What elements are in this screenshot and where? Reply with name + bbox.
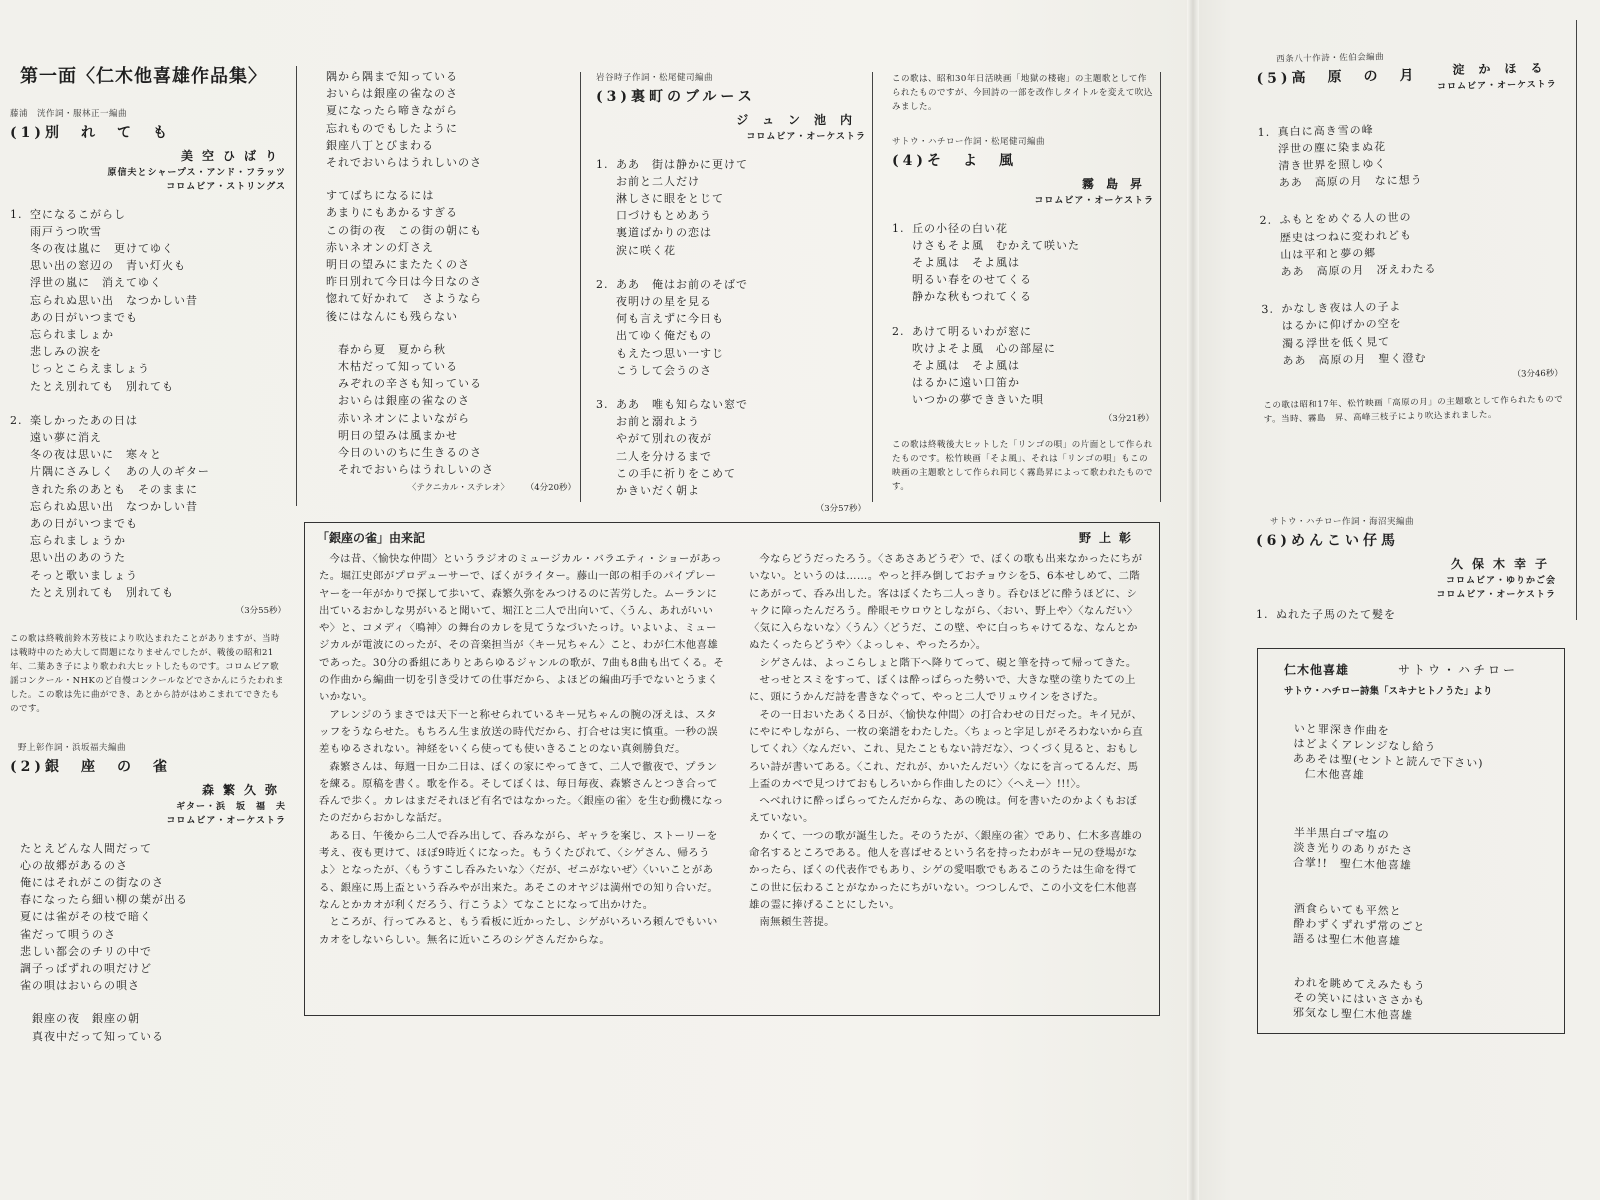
lyric-line: たとえどんな人間だって	[20, 841, 152, 855]
essay-column-2	[749, 551, 1145, 932]
lyric-line	[596, 465, 866, 482]
poem-line: いと罪深き作曲を	[1293, 721, 1390, 738]
song-orchestra: コロムビア・オーケストラ	[1034, 195, 1154, 206]
song-lyrics	[10, 840, 286, 1045]
song-soyokaze	[892, 72, 1154, 494]
lyric-text: 片隅にさみしく あの人のギター	[30, 465, 210, 479]
lyric-line	[10, 309, 286, 326]
lyric-line	[10, 292, 286, 309]
essay-paragraph: へべれけに酔っぱらってたんだからな、あの晩は。何を書いたのかよくもおぼえていない。	[749, 795, 1138, 825]
verse-number: 3.	[1261, 302, 1275, 317]
lyric-line	[596, 276, 866, 293]
lyric-text: 濁る浮世を低く見て	[1281, 334, 1391, 351]
lyric-text: 冬の夜は嵐に 更けてゆく	[30, 242, 174, 256]
verse-block	[326, 341, 576, 479]
column-divider	[1160, 72, 1161, 502]
song-singer: 森繁久弥	[201, 783, 286, 798]
verse-block	[1259, 206, 1560, 281]
song-orchestra: コロムビア・オーケストラ	[746, 131, 866, 142]
lyric-line: 雀の唄はおいらの唄さ	[20, 979, 140, 993]
lyric-line: 調子っぱずれの唄だけど	[20, 962, 152, 976]
lyric-line	[596, 207, 866, 224]
verse-number: 2.	[1259, 214, 1273, 228]
song-duration: （4分20秒）	[525, 483, 576, 494]
song-title: (6)めんこい仔馬	[1256, 533, 1399, 550]
essay-paragraph: 今は昔、〈愉快な仲間〉というラジオのミュージカル・バラエティ・ショーがあった。堀江史郎がプロデューサーで、ぼくがライター。藤山一郎の相手のパイプレーヤーを一年がかりで探して歩いて、森繁久弥をみつけるのに苦労した。ムーランに出ているおかしな男がいると聞いて、堀江と二人で出向いて、〈うん、あれがいいや〉と、コメディ〈鳴神〉の舞台のカレを見てうなづいたっけ。いよいよ、ミュージカルが電波にのったが、その音楽担当が〈キー兄ちゃん〉こと、わが仁木他喜雄であった。30分の番組にありとあらゆるジャンルの歌が、7曲も8曲も出てくる。その作曲から編曲一切を引き受けての仕事だから、よほどの編曲巧手でないとうまくいかない。	[319, 553, 725, 704]
lyric-text: 空になるこがらし	[30, 207, 126, 221]
song-credit: 藤浦 洸作詞・服林正一編曲	[10, 109, 128, 119]
lyric-text: けさもそよ風 むかえて咲いた	[912, 238, 1080, 252]
lyric-line: 昨日別れて今日は今日なのさ	[326, 275, 482, 289]
lyric-text: 丘の小径の白い花	[912, 221, 1008, 235]
lyric-line	[596, 327, 866, 344]
lyric-line: おいらは銀座の雀なのさ	[338, 394, 470, 408]
verse-block	[596, 396, 866, 499]
lyric-line	[596, 448, 866, 465]
lyric-text: 山は平和と夢の郷	[1280, 246, 1377, 262]
song-orchestra: コロムビア・ストリングス	[166, 181, 286, 192]
lyric-text: 忘られましょか	[30, 328, 114, 342]
lyric-line	[892, 323, 1154, 340]
essay-paragraph: せっせとスミをすって、ぼくは酔っぱらった勢いで、大きな壁の塗りたての上に、頭にうかんだ詩を書きなぐって、やっと二人でリュウインをさげた。	[749, 674, 1136, 704]
lyric-text: 裏道ばかりの恋は	[616, 226, 712, 240]
song-title: (2)銀 座 の 雀	[10, 759, 171, 776]
lyric-text: そよ風は そよ風は	[912, 256, 1020, 270]
lyric-text: 真白に高き雪の峰	[1277, 123, 1374, 139]
side-heading: 第一面〈仁木他喜雄作品集〉	[20, 66, 267, 87]
lyric-text: ぬれた子馬のたて髪を	[1276, 607, 1396, 621]
song-orchestra: コロムビア・オーケストラ	[166, 815, 286, 826]
song-orchestra: 原信夫とシャープス・アンド・フラッツ	[107, 167, 286, 178]
lyric-line: 後にはなんにも残らない	[326, 309, 458, 323]
song-lyrics	[1257, 117, 1562, 370]
lyric-text: はるかに遠い口笛か	[912, 376, 1020, 390]
lyric-line: 今日のいのちに生きるのさ	[338, 446, 482, 460]
lyric-line	[596, 362, 866, 379]
lyric-text: 冬の夜は思いに 寒々と	[30, 448, 162, 462]
verse-block	[20, 1010, 286, 1044]
song-singer: 美空ひばり	[180, 149, 286, 164]
essay-paragraph: 南無頼生菩提。	[759, 916, 835, 929]
poem-line: 酒食らいても平然と	[1293, 901, 1402, 918]
column-divider	[1576, 20, 1577, 620]
column-divider	[580, 72, 581, 502]
lyric-text: 口づけもとめあう	[616, 209, 712, 223]
poem-line: はどよくアレンジなし給う	[1293, 736, 1437, 754]
lyric-line: 銀座の夜 銀座の朝	[32, 1012, 140, 1026]
song-note: この歌は昭和17年、松竹映画「高原の月」の主題歌として作られたものです。当時、霧島 昇、高峰三枝子により吹込まれました。	[1263, 394, 1564, 426]
verse-block	[596, 276, 866, 379]
verse-block	[326, 68, 576, 171]
lyric-line	[596, 293, 866, 310]
song-title: (4)そ よ 風	[892, 153, 1017, 170]
lyric-line	[596, 310, 866, 327]
song-duration: （3分46秒）	[1512, 368, 1563, 380]
lyric-line: おいらは銀座の雀なのさ	[326, 87, 458, 101]
lyric-text: 出てゆく俺だもの	[616, 329, 712, 343]
stereo-label: 〈テクニカル・ステレオ〉	[407, 483, 510, 494]
verse-block	[1256, 606, 1556, 623]
lyric-line: 雀だって唄うのさ	[20, 927, 116, 941]
lyric-line	[10, 446, 286, 463]
lyric-text: 二人を分けるまで	[616, 449, 712, 463]
lyric-text: ああ 高原の月 なに想う	[1278, 173, 1423, 190]
lyric-text: 何も言えずに今日も	[616, 312, 724, 326]
lyric-line: あまりにもあかるすぎる	[326, 206, 458, 220]
song-duration-row	[326, 480, 576, 497]
lyric-line	[892, 357, 1154, 374]
essay-paragraph: ところが、行ってみると、もう看板に近かったし、シゲがいろいろ頼んでもいいカオをしないらしい。無名に近いころのシゲさんだからな。	[319, 916, 718, 946]
lyric-line	[892, 271, 1154, 288]
lyric-text: 雨戸うつ吹雪	[30, 224, 102, 238]
essay-paragraph: かくて、一つの歌が誕生した。そのうたが、〈銀座の雀〉であり、仁木多喜雄の命名するところである。他人を喜ばせるという名を持ったわがキー兄の登場がなかったら、ぼくの代表作でもあり、シゲの愛唱歌でもあるこのうたは生命を得てこの世に伝わることがなかったにちがいない。つつしんで、この小文を仁木他喜雄の霊に捧げることにしたい。	[749, 829, 1143, 911]
lyric-line: それでおいらはうれしいのさ	[338, 463, 494, 477]
poem-line: 語るは聖仁木他喜雄	[1292, 931, 1402, 948]
lyric-line: すてばちになるには	[326, 189, 435, 203]
lyric-line: 真夜中だって知っている	[32, 1029, 164, 1043]
lyric-line: 心の故郷があるのさ	[20, 858, 128, 872]
essay-paragraph: その一日おいたあくる日が、〈愉快な仲間〉の打合わせの日だった。キイ兄が、にやにやしながら、一枚の楽譜をわたした。〈ちょっと字足しがそろわないから直してくれ〉〈なんだい、これ、見たこともない詩だな〉、つくづく見ると、おもしろい詩が書いてある。〈これ、だれが、かいたんだい〉〈なにを言ってるんだ、馬上盃のカベで見つけておもしろいから作曲したのに〉〈へえー〉!!!〉。	[749, 708, 1144, 790]
lyric-line	[596, 482, 866, 499]
column-divider	[296, 66, 297, 506]
lyric-line	[10, 515, 286, 532]
song-ginza-no-suzume	[10, 740, 286, 1045]
song-orchestra: コロムビア・ゆりかご会	[1445, 575, 1556, 586]
song-lyrics	[10, 206, 286, 601]
lyric-text: ああ 街は静かに更けて	[616, 157, 748, 171]
song-credit: 西条八十作詩・佐伯会編曲	[1276, 52, 1385, 65]
poem-line: 仁木他喜雄	[1304, 767, 1365, 782]
lyric-text: 清き世界を照しゆく	[1278, 157, 1387, 173]
verse-number: 2.	[596, 277, 609, 291]
lyric-text: 思い出の窓辺の 青い灯火も	[30, 259, 186, 273]
poem-line: 合掌!! 聖仁木他喜雄	[1292, 855, 1412, 873]
lyric-line	[10, 532, 286, 549]
lyric-text: 忘られましょうか	[30, 534, 126, 548]
column-divider	[872, 72, 873, 502]
essay-author: 野上彰	[1078, 531, 1139, 545]
lyric-line: 夏になったら啼きながら	[326, 104, 458, 118]
lyric-text: もえたつ思い一すじ	[616, 346, 724, 360]
lyric-line	[892, 254, 1154, 271]
song-wakaretemo	[10, 106, 286, 716]
lyric-line: 忘れものでもしたように	[326, 121, 458, 135]
song-note: この歌は終戦後大ヒットした「リンゴの唄」の片面として作られたものです。松竹映画「そよ風」、それは「リンゴの唄」もこの映画の主題歌として作られ同じく霧島昇によって歌われたものです。	[892, 439, 1154, 492]
lyric-line	[892, 374, 1154, 391]
song-singer: 淀かほる	[1452, 61, 1557, 78]
lyric-text: 浮世の嵐に 消えてゆく	[30, 276, 162, 290]
essay-paragraph: 今ならどうだったろう。〈さあさあどうぞ〉で、ぼくの歌も出来なかったにちがいない。というのは……。やっと拝み倒しておチョウシを5、6本せしめて、二階にあがって、呑み出した。客はぼくたち二人っきり。呑むほどに酔うほどに、シャクに障ったんだろう。酔眼モウロウとしながら、〈おい、野上や〉〈なんだい〉〈気に入らないな〉〈うん〉〈どうだ、この壁、やに白っちゃけてるな、なんとかぬたくったらどうや〉〈よっしゃ、やったろか〉。	[749, 553, 1143, 652]
lyric-text: ああ 唯も知らない窓で	[616, 398, 748, 412]
poem-stanza	[1293, 901, 1426, 949]
lyric-text: ふもとをめぐる人の世の	[1279, 211, 1412, 227]
lyric-text: お前と二人だけ	[616, 174, 700, 188]
poem-line: 淡き光りのありがたさ	[1293, 840, 1414, 858]
verse-block	[1257, 117, 1558, 192]
lyric-text: 浮世の塵に染まぬ花	[1277, 140, 1387, 156]
verse-number: 1.	[1256, 607, 1269, 621]
song-duration: （3分55秒）	[235, 606, 286, 617]
lyric-line	[596, 156, 866, 173]
song-menkoi-kouma	[1256, 514, 1556, 623]
lyric-line	[10, 567, 286, 584]
verse-number: 1.	[596, 157, 609, 171]
song-duration: （3分57秒）	[815, 504, 866, 515]
verse-block	[892, 220, 1154, 306]
poem-box	[1257, 648, 1565, 1034]
lyric-text: かきいだく朝よ	[616, 484, 700, 498]
song-credit: 野上彰作詞・浜坂福夫編曲	[18, 743, 127, 753]
song-lyrics	[1256, 606, 1556, 623]
lyric-text: ああ 俺はお前のそばで	[616, 277, 748, 291]
lyric-text: 歴史はつねに変われども	[1279, 228, 1413, 245]
lyric-line	[596, 242, 866, 259]
lyric-text: 涙に咲く花	[616, 243, 676, 257]
lyric-text: あけて明るいわが窓に	[912, 324, 1032, 338]
song-singer: ジュン池内	[736, 113, 866, 128]
lyric-text: 明るい春をのせてくる	[912, 273, 1032, 287]
lyric-line: 惚れて好かれて さようなら	[326, 292, 482, 306]
song-duration: （3分21秒）	[1103, 413, 1154, 424]
lyric-line	[596, 396, 866, 413]
lyric-line	[596, 173, 866, 190]
poem-stanza	[1293, 975, 1426, 1023]
song-uramachi-no-blues	[596, 70, 866, 518]
lyric-line	[10, 326, 286, 343]
verse-block	[326, 187, 576, 325]
poem-line: 半半黒白ゴマ塩の	[1293, 825, 1390, 842]
lyric-line	[1256, 606, 1556, 623]
lyric-line: みぞれの辛さも知っている	[338, 377, 482, 391]
song-title: (3)裏町のブルース	[596, 89, 756, 106]
lyric-line	[892, 220, 1154, 237]
song-lyrics	[596, 156, 866, 500]
song-orchestra: コロムビア・オーケストラ	[1436, 589, 1556, 600]
song-lyrics	[326, 68, 576, 478]
lyric-line	[10, 378, 286, 395]
lyric-line	[10, 257, 286, 274]
verse-number: 3.	[596, 398, 609, 412]
verse-number: 1.	[1257, 125, 1271, 139]
lyric-text: かなしき夜は人の子よ	[1281, 300, 1402, 316]
page-fold	[1187, 0, 1199, 1200]
essay-paragraph: アレンジのうまさでは天下一と称せられているキー兄ちゃんの腕の冴えは、スタッフをうならせた。もちろん生ま放送の時代だから、打合せは実に慎重。一秒の誤差もゆるされない。神経をいくら使っても使いきることのない真剣勝負だ。	[319, 708, 718, 756]
essay-paragraph: ある日、午後から二人で呑み出して、呑みながら、ギャラを案じ、ストーリーを考え、夜も更けて、ほぼ9時近くになった。もうくたびれて、〈シゲさん、帰ろうよ〉となったが、〈もうすこし呑みたいな〉〈だが、ゼニがないぜ〉〈いいことがある、銀座に馬上盃という呑みやが出来た。あそこのオヤジは満州での知り合いだ。なんとかカオが利くだろう、行こうよ〉てなことになって出かけた。	[319, 829, 719, 911]
song-note: この歌は終戦前鈴木芳枝により吹込まれたことがありますが、当時は戦時中のため大して問題になりませんでしたが、戦後の昭和21年、二葉あき子により歌われ大ヒットしたものです。コロムビア歌謡コンクール・NHKのど自慢コンクールなどでさかんにうたわれました。この歌は先に曲ができ、あとから詩がはめこまれてできたものです。	[10, 634, 285, 715]
lyric-line	[892, 340, 1154, 357]
song-kogen-no-tsuki	[1256, 46, 1564, 427]
lyric-line: この街の夜 この街の朝にも	[326, 223, 482, 237]
poem-source: サトウ・ハチロー詩集「スキナヒトノうた」より	[1284, 686, 1493, 697]
lyric-line	[596, 345, 866, 362]
lyric-line	[10, 206, 286, 223]
song-credit: サトウ・ハチロー作詞・松尾健司編曲	[892, 137, 1046, 147]
essay-column-1	[319, 551, 725, 949]
lyric-line: 春になったら細い柳の葉が出る	[20, 893, 188, 907]
lyric-line	[10, 412, 286, 429]
lyric-text: こうして会うのさ	[616, 363, 712, 377]
song-credit: 岩谷時子作詞・松尾健司編曲	[596, 73, 714, 83]
lyric-line: 銀座八丁とびまわる	[326, 138, 434, 152]
verse-block	[892, 323, 1154, 409]
lyric-line	[892, 237, 1154, 254]
lyric-line	[596, 413, 866, 430]
song-lyrics	[892, 220, 1154, 409]
lyric-text: 静かな秋もつれてくる	[912, 290, 1032, 304]
verse-block	[1261, 295, 1562, 370]
lyric-line	[596, 190, 866, 207]
lyric-text: 遠い夢に消え	[30, 431, 102, 445]
lyric-line	[10, 584, 286, 601]
poem-line: ああそは聖(セントと読んで下さい)	[1292, 751, 1484, 770]
song-credit: サトウ・ハチロー作詞・海沼実編曲	[1270, 517, 1415, 527]
song-orchestra: ギター・浜 坂 福 夫	[176, 801, 286, 812]
lyric-line: 悲しい都会のチリの中で	[20, 944, 152, 958]
lyric-text: 吹けよそよ風 心の部屋に	[912, 341, 1056, 355]
lyric-line	[10, 360, 286, 377]
song-orchestra: コロムビア・オーケストラ	[1437, 79, 1557, 92]
song-title: (1)別 れ て も	[10, 125, 171, 142]
essay-paragraph: 森繁さんは、毎週一日か二日は、ぼくの家にやってきて、二人で徹夜で、プランを練る。原稿を書く。歌を作る。そしてぼくは、毎日毎夜、森繁さんとつき合って呑んで歩く。カレはまだそれほど有名ではなかった。〈銀座の雀〉を生む動機になったのだからおかしな話だ。	[319, 760, 724, 825]
lyric-line: 木枯だって知っている	[338, 360, 458, 374]
lyric-text: 淋しさに眼をとじて	[616, 192, 724, 206]
poem-line: 邪気なし聖仁木他喜雄	[1292, 1005, 1414, 1023]
lyric-line	[596, 224, 866, 241]
lyric-line	[10, 463, 286, 480]
poem-poet: サトウ・ハチロー	[1398, 663, 1519, 677]
lyric-line	[10, 223, 286, 240]
lyric-line	[892, 288, 1154, 305]
poem-heading: 仁木他喜雄	[1284, 663, 1350, 677]
lyric-line	[10, 274, 286, 291]
lyric-line: 隅から隅まで知っている	[326, 70, 458, 83]
song-singer: 久保木幸子	[1450, 557, 1556, 572]
song-note: この歌は、昭和30年日活映画「地獄の楼砲」の主題歌として作られたものですが、今回詩の一部を改作しタイトルを変えて吹込みました。	[892, 74, 1153, 112]
poem-stanza	[1293, 825, 1414, 873]
song-ginza-no-suzume-continued	[326, 68, 576, 498]
verse-block	[10, 412, 286, 601]
lyric-line	[10, 429, 286, 446]
lyric-line	[10, 498, 286, 515]
verse-number: 2.	[10, 413, 23, 427]
lyric-line	[596, 430, 866, 447]
essay-title: 「銀座の雀」由来記	[317, 531, 426, 545]
lyric-text: 夜明けの星を見る	[616, 295, 712, 309]
lyric-line	[10, 343, 286, 360]
lyric-text: あの日がいつまでも	[30, 517, 138, 531]
lyric-text: 忘られぬ思い出 なつかしい昔	[30, 499, 198, 513]
lyric-text: はるかに仰げかの空を	[1281, 317, 1402, 333]
lyric-text: 楽しかったあの日は	[30, 413, 138, 427]
lyric-line: 赤いネオンの灯さえ	[326, 240, 434, 254]
lyric-line	[10, 481, 286, 498]
lyric-line	[892, 391, 1154, 408]
lyric-text: この手に祈りをこめて	[616, 466, 736, 480]
lyric-text: 忘られぬ思い出 なつかしい昔	[30, 293, 198, 307]
essay-paragraph: シゲさんは、よっこらしょと階下へ降りてって、硯と筆を持って帰ってきた。	[759, 656, 1137, 669]
lyric-line: 明日の望みにまたたくのさ	[326, 258, 470, 272]
poem-line: その笑いにはいささかも	[1293, 990, 1426, 1008]
lyric-text: きれた糸のあとも そのままに	[30, 482, 198, 496]
lyric-line: それでおいらはうれしいのさ	[326, 156, 482, 170]
lyric-line: 春から夏 夏から秋	[338, 342, 446, 356]
lyric-text: ああ 高原の月 聖く澄む	[1282, 351, 1427, 368]
lyric-text: お前と溺れよう	[616, 415, 700, 429]
lyric-line	[10, 549, 286, 566]
verse-block	[10, 206, 286, 395]
lyric-text: そっと歌いましょう	[30, 568, 138, 582]
lyric-text: たとえ別れても 別れても	[30, 585, 174, 599]
poem-line: われを眺めてえみたもう	[1293, 975, 1426, 993]
essay-box	[304, 522, 1160, 1016]
song-title: (5)高 原 の 月	[1256, 67, 1418, 88]
verse-number: 1.	[10, 207, 23, 221]
lyric-text: じっとこらえましょう	[30, 362, 150, 376]
lyric-text: やがて別れの夜が	[616, 432, 712, 446]
lyric-text: あの日がいつまでも	[30, 310, 138, 324]
verse-number: 2.	[892, 324, 905, 338]
lyric-text: ああ 高原の月 冴えわたる	[1280, 262, 1437, 279]
verse-block	[596, 156, 866, 259]
verse-block	[20, 840, 286, 995]
lyric-line: 俺にはそれがこの街なのさ	[20, 876, 164, 890]
poem-stanza	[1292, 721, 1484, 786]
lyric-text: 思い出のあのうた	[30, 551, 126, 565]
lyric-line: 明日の望みは風まかせ	[338, 428, 458, 442]
verse-number: 1.	[892, 221, 905, 235]
lyric-text: 悲しみの涙を	[30, 345, 102, 359]
lyric-line	[10, 240, 286, 257]
lyric-text: たとえ別れても 別れても	[30, 379, 174, 393]
song-singer: 霧島昇	[1081, 177, 1154, 192]
lyric-text: いつかの夢でききいた唄	[912, 393, 1044, 407]
poem-line: 酔わずくずれず常のごと	[1293, 916, 1426, 934]
lyric-text: そよ風は そよ風は	[912, 359, 1020, 373]
lyric-line: 赤いネオンによいながら	[338, 411, 470, 425]
lyric-line: 夏には雀がその枝で暗く	[20, 910, 152, 924]
